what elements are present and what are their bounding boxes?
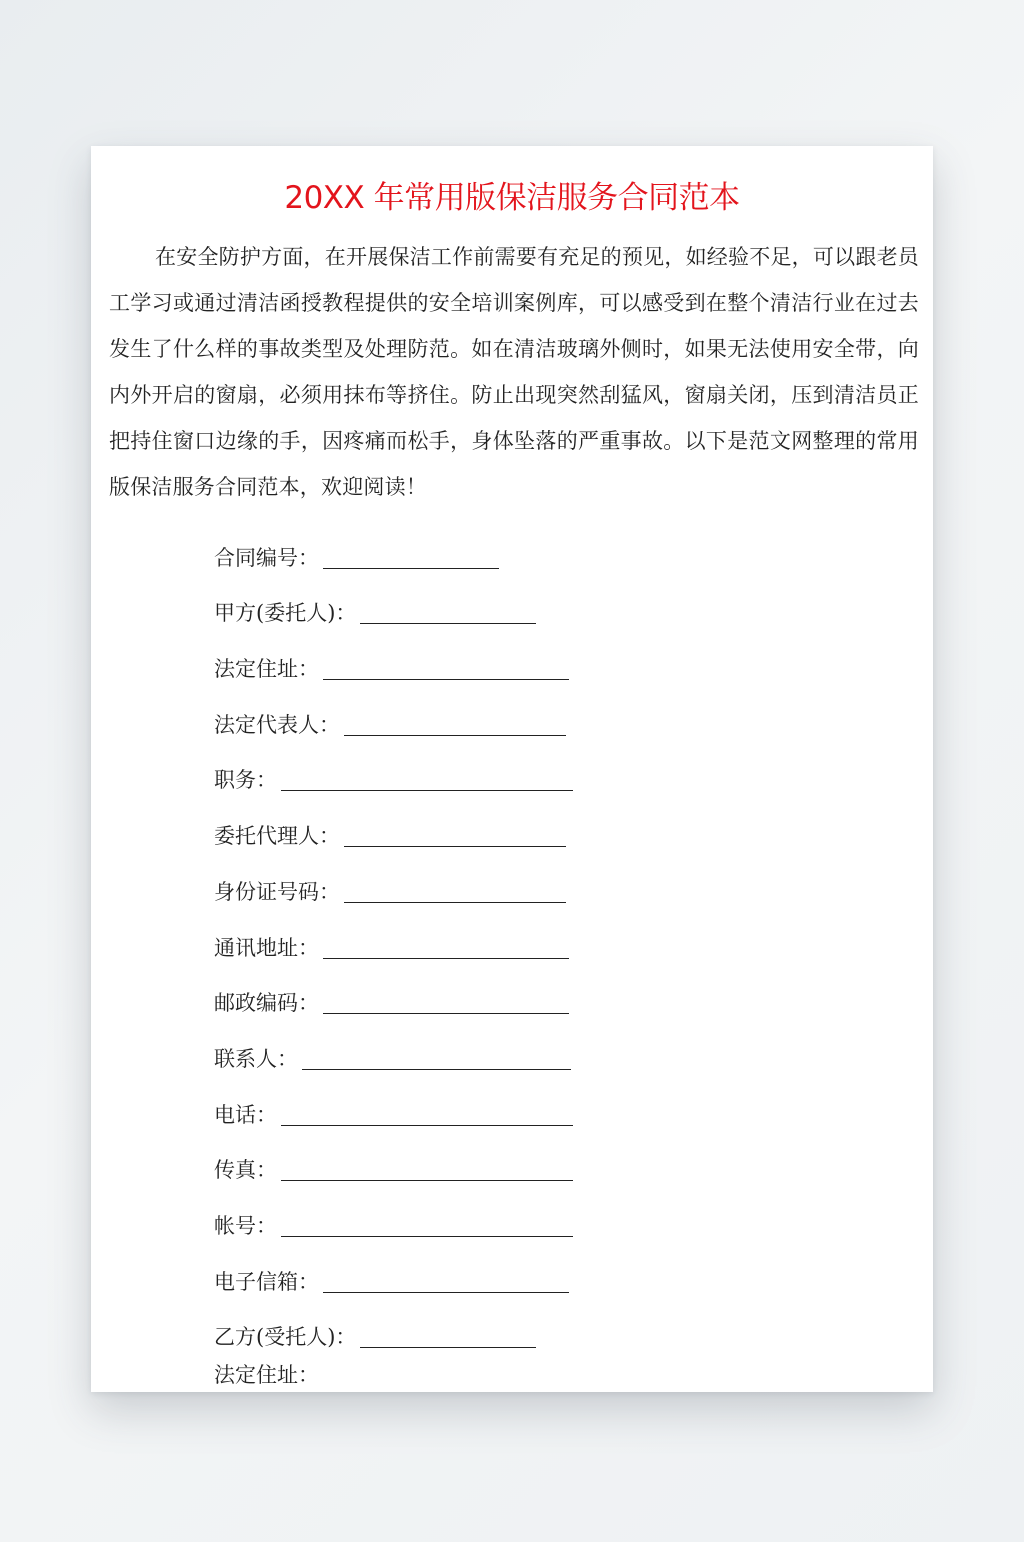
fill-in-blank[interactable] — [281, 1103, 573, 1126]
fill-in-blank[interactable] — [360, 1325, 536, 1348]
field-label: 职务： — [214, 768, 277, 793]
field-label: 邮政编码： — [214, 991, 319, 1016]
fill-in-blank[interactable] — [360, 601, 536, 624]
intro-paragraph: 在安全防护方面，在开展保洁工作前需要有充足的预见，如经验不足，可以跟老员工学习或通过清洁函授教程提供的安全培训案例库，可以感受到在整个清洁行业在过去发生了什么样的事故类型及处理防范。如在清洁玻璃外侧时，如果无法使用安全带，向内外开启的窗扇，必须用抹布等挤住。防止出现突然刮猛风，窗扇关闭，压到清洁员正把持住窗口边缘的手，因疼痛而松手，身体坠落的严重事故。以下是范文网整理的常用版保洁服务合同范本，欢迎阅读！ — [109, 245, 919, 499]
field-label: 身份证号码： — [214, 879, 340, 904]
fill-in-blank[interactable] — [281, 1214, 573, 1237]
field-legal-address — [214, 629, 814, 685]
field-mailing-address — [214, 908, 814, 964]
fill-in-blank[interactable] — [281, 1158, 573, 1181]
field-party-b — [214, 1298, 814, 1354]
fill-in-blank[interactable] — [344, 880, 566, 903]
field-label: 电子信箱： — [214, 1269, 319, 1294]
field-label: 委托代理人： — [214, 824, 340, 849]
document-page — [91, 146, 933, 1392]
field-label: 甲方(委托人)： — [214, 601, 357, 626]
field-label: 合同编号： — [214, 545, 319, 570]
fill-in-blank[interactable] — [323, 1270, 569, 1293]
contract-fields — [214, 518, 814, 1353]
fill-in-blank[interactable] — [323, 657, 569, 680]
fill-in-blank[interactable] — [302, 1047, 571, 1070]
field-label: 通讯地址： — [214, 935, 319, 960]
fill-in-blank[interactable] — [344, 713, 566, 736]
field-position — [214, 741, 814, 797]
field-contact-person — [214, 1019, 814, 1075]
field-label: 帐号： — [214, 1213, 277, 1238]
field-postal-code — [214, 964, 814, 1020]
field-phone — [214, 1075, 814, 1131]
document-title: 20XX 年常用版保洁服务合同范本 — [284, 180, 740, 216]
field-label: 联系人： — [214, 1046, 298, 1071]
field-account — [214, 1186, 814, 1242]
field-label: 乙方(受托人)： — [214, 1325, 357, 1350]
field-party-a — [214, 574, 814, 630]
fill-in-blank[interactable] — [344, 824, 566, 847]
field-label-cut-off: 法定住址： — [214, 1363, 319, 1387]
fill-in-blank[interactable] — [323, 936, 569, 959]
fill-in-blank[interactable] — [323, 991, 569, 1014]
field-fax — [214, 1131, 814, 1187]
field-label: 法定住址： — [214, 657, 319, 682]
field-contract-number — [214, 518, 814, 574]
field-legal-representative — [214, 685, 814, 741]
field-label: 法定代表人： — [214, 712, 340, 737]
fill-in-blank[interactable] — [281, 768, 573, 791]
field-email — [214, 1242, 814, 1298]
field-authorized-agent — [214, 796, 814, 852]
field-label: 传真： — [214, 1158, 277, 1183]
field-id-number — [214, 852, 814, 908]
fill-in-blank[interactable] — [323, 546, 499, 569]
field-label: 电话： — [214, 1102, 277, 1127]
